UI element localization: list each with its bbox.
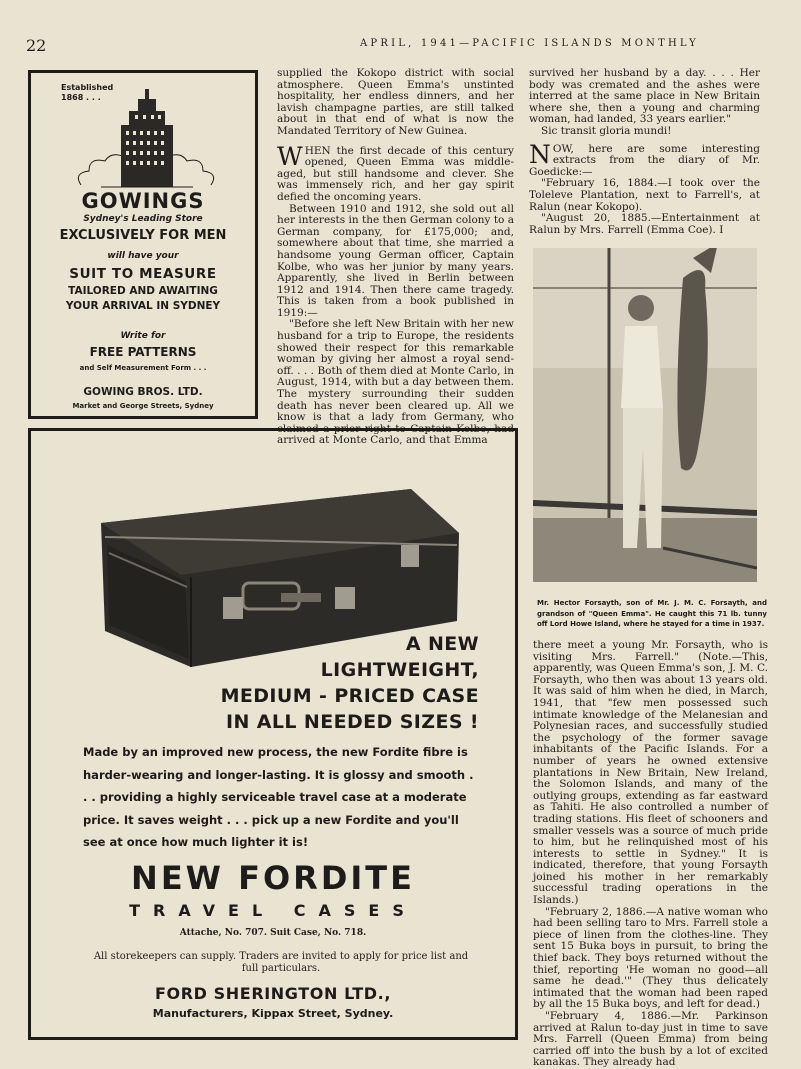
fordite-headline: A NEW LIGHTWEIGHT, MEDIUM - PRICED CASE IN ALL NEEDED SIZES ! — [220, 633, 479, 733]
will-have-line: will have your — [107, 251, 179, 261]
exclusively-line: EXCLUSIVELY FOR MEN — [59, 228, 227, 243]
paragraph: NOW, here are some interesting extracts from the diary of Mr. Goedicke:— — [529, 139, 760, 178]
page-number: 22 — [26, 36, 47, 55]
self-measure-line: and Self Measurement Form . . . — [79, 364, 207, 372]
paragraph: survived her husband by a day. . . . Her body was cremated and the ashes were interred at the same place in New Britain where she, then a young and charming woman, had landed, 33 years earlier." — [529, 67, 760, 126]
gowings-ad — [28, 70, 258, 419]
fordite-product: TRAVEL CASES — [129, 901, 417, 920]
suit-line: SUIT TO MEASURE — [69, 266, 217, 282]
gowings-name: GOWINGS — [81, 189, 205, 213]
gowings-tagline: Sydney's Leading Store — [83, 214, 203, 224]
drop-cap: N — [529, 139, 551, 169]
fordite-body: Made by an improved new process, the new Fordite fibre is harder-wearing and longer-lasting. It is glossy and smooth . . . providing a highly serviceable travel case at a moderate price. It saves weight . . . pick up a new Fordite and you'll see at once how much lighter it is! — [83, 745, 474, 849]
write-for-line: Write for — [120, 331, 166, 341]
article-column-3-top — [529, 68, 760, 236]
free-patterns-line: FREE PATTERNS — [89, 345, 197, 359]
paragraph: WHEN the first decade of this century opened, Queen Emma was middle-aged, but still handsome and clever. She was immensely rich, and her gay spirit defied the oncoming years. — [277, 141, 514, 203]
article-column-2 — [277, 68, 514, 447]
fordite-ad — [28, 428, 518, 1040]
paragraph: "February 4, 1886.—Mr. Parkinson arrived at Ralun to-day just in time to save Mrs. Farrell (Queen Emma) from being carried off into the bush by a lot of excited kanakas. They already had — [533, 1010, 768, 1069]
building-illustration — [71, 85, 221, 197]
fordite-manufacturers: Manufacturers, Kippax Street, Sydney. — [152, 1007, 394, 1020]
paragraph: "August 20, 1885.—Entertainment at Ralun by Mrs. Farrell (Emma Coe). I — [529, 212, 760, 236]
running-head: APRIL, 1941—PACIFIC ISLANDS MONTHLY — [360, 38, 699, 49]
paragraph: "February 16, 1884.—I took over the Toleleve Plantation, next to Farrell's, at Ralun (near Kokopo). — [529, 177, 760, 213]
drop-cap: W — [277, 141, 303, 171]
photo-caption: Mr. Hector Forsayth, son of Mr. J. M. C. Forsayth, and grandson of "Queen Emma". He caught this 71 lb. tunny off Lord Howe Island, where he stayed for a time in 1937. — [537, 599, 767, 628]
article-column-3-bottom — [533, 640, 768, 1069]
fordite-sizes: Attache, No. 707. Suit Case, No. 718. — [179, 928, 367, 938]
paragraph: there meet a young Mr. Forsayth, who is visiting Mrs. Farrell." (Note.—This, apparently, was Queen Emma's son, J. M. C. Forsayth, who then was about 13 years old. It was said of him when he died, in March, 1941, that "few men possessed such intimate knowledge of the Melanesian and Polynesian races, and successfully studied the psychology of the former savage inhabitants of the Pacific Islands. For a number of years he owned extensive plantations in New Britain, New Ireland, the Solomon Islands, and many of the outlying groups, extending as far eastward as Tahiti. He also controlled a number of trading stations. His fleet of schooners and smaller vessels was a source of much pride to him, but he relinquished most of his interests to settle in Sydney." It is indicated, therefore, that young Forsayth joined his mother in her remarkably successful trading operations in the Islands.) — [533, 639, 768, 907]
gowing-address: Market and George Streets, Sydney — [72, 402, 214, 410]
fordite-brand: NEW FORDITE — [131, 859, 415, 897]
paragraph: supplied the Kokopo district with social atmosphere. Queen Emma's unstinted hospitality, her endless dinners, and her lavish champagne parties, are still talked about in that end of what is now the Mandated Territory of New Guinea. — [277, 67, 514, 137]
gowing-company: GOWING BROS. LTD. — [83, 386, 203, 398]
established-label: Established 1868 . . . — [61, 83, 114, 102]
tailored-lines: TAILORED AND AWAITING YOUR ARRIVAL IN SYDNEY — [65, 285, 221, 312]
paragraph: Between 1910 and 1912, she sold out all her interests in the then German colony to a German company, for £175,000; and, somewhere about that time, she married a handsome young German officer, Captain Kolbe, who was her junior by many years. Apparently, she lived in Berlin between 1912 and 1914. Then there came tragedy. This is taken from a book published in 1919:— — [277, 202, 514, 319]
fordite-storekeepers: All storekeepers can supply. Traders are invited to apply for price list and full particulars. — [93, 951, 469, 974]
paragraph: Sic transit gloria mundi! — [541, 124, 672, 137]
fishing-photo — [533, 248, 757, 582]
fordite-maker: FORD SHERINGTON LTD., — [154, 984, 392, 1003]
paragraph: "Before she left New Britain with her new husband for a trip to Europe, the residents showed their respect for this remarkable woman by giving her almost a royal send-off. . . . Both of them died at Monte Carlo, in August, 1914, with but a day between them. The mystery surrounding their sudden death has never been cleared up. All we know is that a lady from Germany, who claimed a prior right to Captain Kolbe, had arrived at Monte Carlo, and that Emma — [277, 318, 514, 447]
paragraph: "February 2, 1886.—A native woman who had been selling taro to Mrs. Farrell stole a piece of linen from the clothes-line. They sent 15 Buka boys in pursuit, to bring the thief back. They boys returned without the thief, reporting 'He woman no good—all same he dead.'" (They thus delicately intimated that the woman had been raped by all the 15 Buka boys, and left for dead.) — [533, 905, 768, 1011]
